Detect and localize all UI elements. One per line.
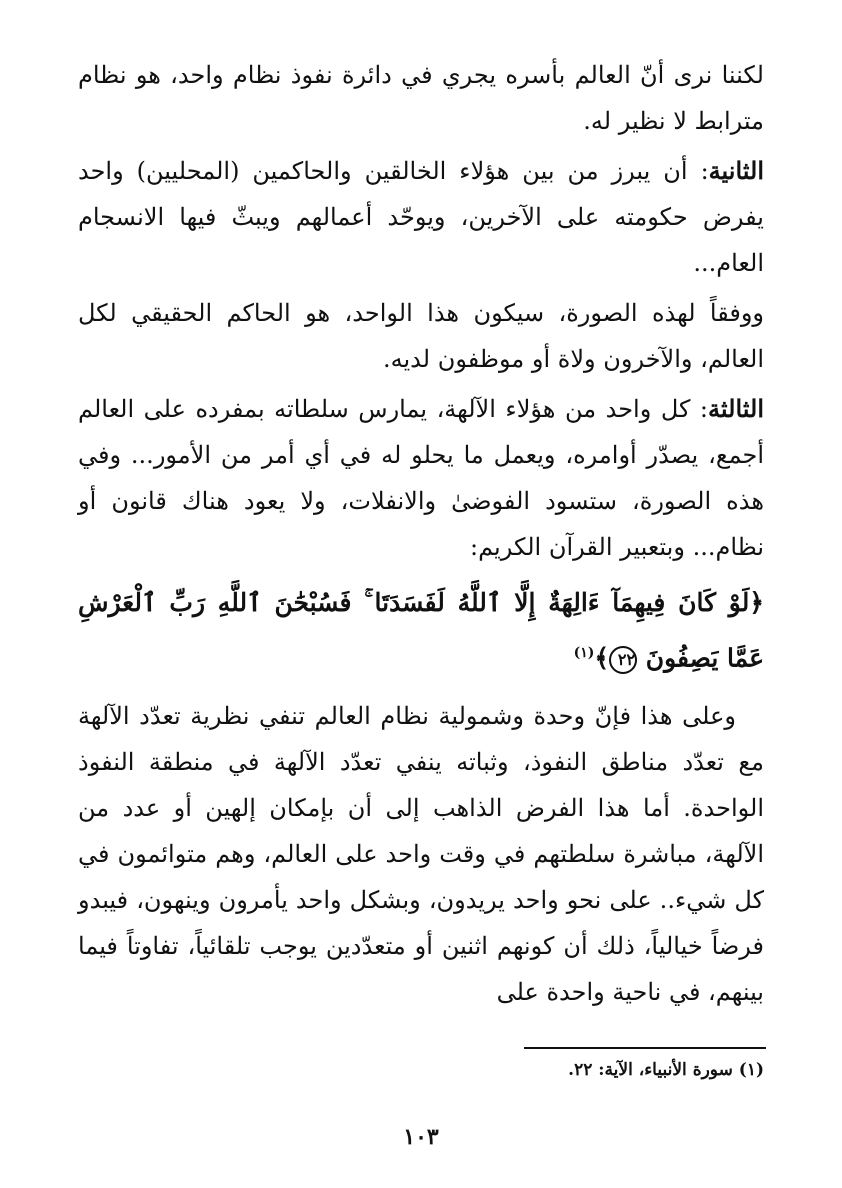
- quran-verse: [78, 578, 764, 683]
- footnote-reference: (١): [573, 645, 595, 661]
- footnote: (١) سورة الأنبياء، الآية: ٢٢.: [568, 1060, 764, 1080]
- paragraph-4-text: : كل واحد من هؤلاء الآلهة، يمارس سلطاته بمفرده على العالم أجمع، يصدّر أوامره، ويعمل ما يحلو له في أي أمر من الأمور... وفي هذه الصورة، ستسود الفوضىٰ والانفلات، ولا يعود هناك قانون أو نظام... وبتعبير القرآن الكريم:: [78, 395, 764, 561]
- paragraph-4: [78, 386, 764, 570]
- paragraph-3: ووفقاً لهذه الصورة، سيكون هذا الواحد، هو الحاكم الحقيقي لكل العالم، والآخرون ولاة أو موظفون لديه.: [78, 299, 764, 373]
- paragraph-6: وعلى هذا فإنّ وحدة وشمولية نظام العالم تنفي نظرية تعدّد الآلهة مع تعدّد مناطق النفوذ، وثباته ينفي تعدّد الآلهة في منطقة النفوذ الواحدة. أما هذا الفرض الذاهب إلى أن بإمكان إلهين أو عدد من الآلهة، مباشرة سلطتهم في وقت واحد على العالم، وهم متوائمون في كل شيء.. على نحو واحد يريدون، وبشكل واحد يأمرون وينهون، فيبدو فرضاً خيالياً، ذلك أن كونهم اثنين أو متعدّدين يوجب تلقائياً، تفاوتاً فيما بينهم، في ناحية واحدة على: [78, 702, 765, 1007]
- page-body: [78, 52, 764, 1015]
- quran-close-bracket: ﴾: [594, 643, 610, 673]
- paragraph-4-label: الثالثة: [708, 394, 764, 423]
- paragraph-2-label: الثانية: [708, 156, 764, 185]
- quran-open-bracket: ﴿: [749, 588, 764, 617]
- paragraph-2: [78, 148, 764, 286]
- ayah-number-marker: ٢٢: [609, 646, 637, 674]
- quran-verse-text: لَوْ كَانَ فِيهِمَآ ءَالِهَةٌ إِلَّا ٱللَّهُ لَفَسَدَتَا ۚ فَسُبْحَٰنَ ٱللَّهِ رَبِّ ٱلْعَرْشِ عَمَّا يَصِفُونَ: [78, 588, 764, 673]
- paragraph-2-text: : أن يبرز من بين هؤلاء الخالقين والحاكمين (المحليين) واحد يفرض حكومته على الآخرين، ويوحّد أعمالهم ويبثّ فيها الانسجام العام...: [78, 157, 764, 277]
- page-number: ١٠٣: [403, 1124, 439, 1150]
- paragraph-1: لكننا نرى أنّ العالم بأسره يجري في دائرة نفوذ نظام واحد، هو نظام مترابط لا نظير له.: [78, 61, 764, 135]
- footnote-separator: [524, 1047, 766, 1049]
